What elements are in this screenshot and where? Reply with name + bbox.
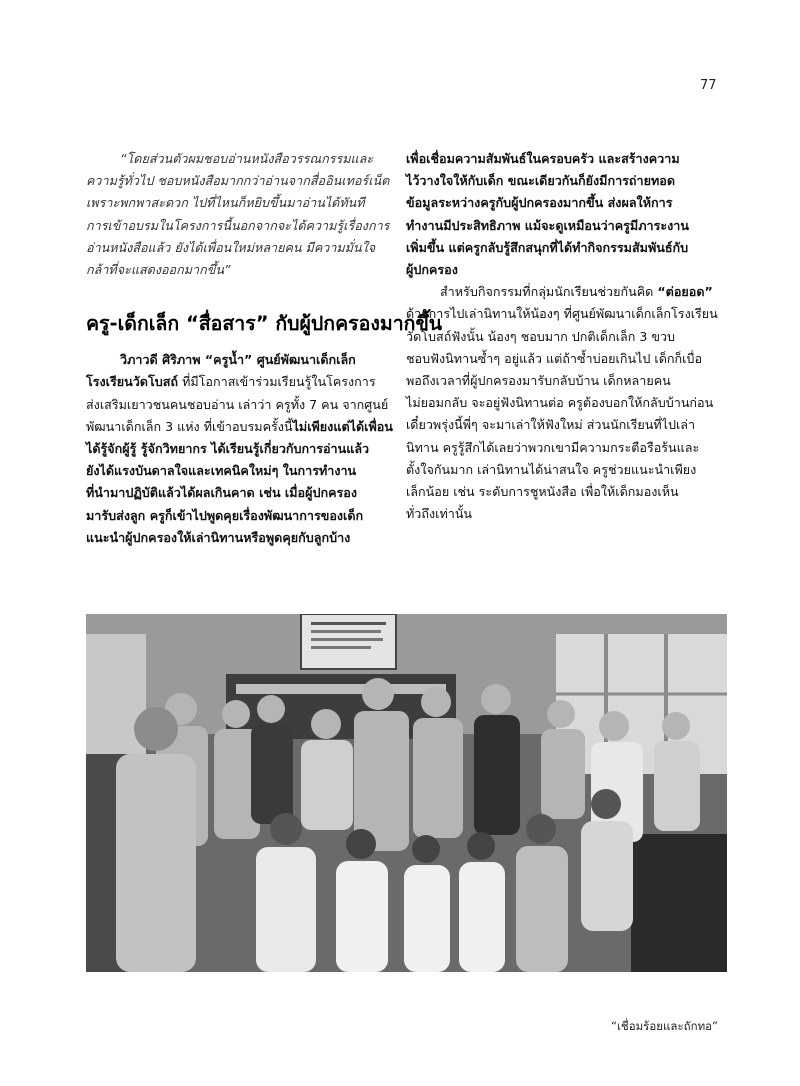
activity-paragraph (406, 281, 728, 525)
paragraph-line: วัดโบสถ์ฟังนั้น น้องๆ ชอบมาก ปกติเด็กเล็ก 3 ขวบ (406, 328, 676, 344)
paragraph-line: ไม่ยอมกลับ จะอยู่ฟังนิทานต่อ ครูต้องบอกให้กลับบ้านก่อน (406, 395, 714, 411)
paragraph-line: พอถึงเวลาที่ผู้ปกครองมารับกลับบ้าน เด็กหลายคน (406, 373, 671, 389)
paragraph-line: แนะนำผู้ปกครองให้เล่านิทานหรือพูดคุยกับลูกบ้าง (86, 529, 351, 545)
paragraph-line: ยังได้แรงบันดาลใจและเทคนิคใหม่ๆ ในการทำงาน (86, 463, 357, 479)
highlight-term: “ต่อยอด” (657, 284, 713, 300)
student-quote (86, 148, 394, 281)
paragraph-line-rest: ที่มีโอกาสเข้าร่วมเรียนรู้ในโครงการ (178, 374, 376, 390)
group-photo (86, 614, 727, 972)
paragraph-line: ชอบฟังนิทานซ้ำๆ อยู่แล้ว แต่ถ้าซ้ำบ่อยเกินไป เด็กก็เบื่อ (406, 350, 703, 366)
paragraph-line: ไว้วางใจให้กับเด็ก ขณะเดียวกันก็ยังมีการถ่ายทอด (406, 173, 676, 189)
paragraph-line: ทั่วถึงเท่านั้น (406, 506, 473, 522)
section-heading: ครู-เด็กเล็ก “สื่อสาร” กับผู้ปกครองมากขึ้น (86, 312, 443, 336)
continued-paragraph (406, 148, 728, 281)
quote-line: ความรู้ทั่วไป ชอบหนังสือมากกว่าอ่านจากสื่ออินเทอร์เน็ต (86, 173, 390, 189)
paragraph-line: ได้รู้จักผู้รู้ รู้จักวิทยากร ได้เรียนรู้เกี่ยวกับการอ่านแล้ว (86, 441, 370, 457)
quote-line: กล้าที่จะแสดงออกมากขึ้น” (86, 262, 231, 278)
paragraph-line: ส่งเสริมเยาวชนคนชอบอ่าน เล่าว่า ครูทั้ง 7 คน จากศูนย์ (86, 396, 389, 412)
paragraph-line: ด้วยการไปเล่านิทานให้น้องๆ ที่ศูนย์พัฒนาเด็กเล็กโรงเรียน (406, 306, 718, 322)
paragraph-line (86, 416, 394, 438)
right-column (406, 148, 728, 525)
paragraph-line-start: พัฒนาเด็กเล็ก 3 แห่ง ที่เข้าอบรมครั้งนี้ (86, 418, 293, 434)
paragraph-line: วิภาวดี ศิริภาพ “ครูน้ำ” ศูนย์พัฒนาเด็กเล็ก (120, 352, 356, 368)
paragraph-line (86, 371, 394, 393)
group-photo-illustration (86, 614, 727, 972)
paragraph-line: ที่นำมาปฏิบัติแล้วได้ผลเกินคาด เช่น เมื่อผู้ปกครอง (86, 485, 358, 501)
paragraph-line: เพิ่มขึ้น แต่ครูกลับรู้สึกสนุกที่ได้ทำกิจกรรมสัมพันธ์กับ (406, 239, 689, 255)
paragraph-line: เล็กน้อย เช่น ระดับการชูหนังสือ เพื่อให้เด็กมองเห็น (406, 484, 679, 500)
page-number: 77 (700, 78, 717, 93)
quote-line: เพราะพกพาสะดวก ไปที่ไหนก็หยิบขึ้นมาอ่านได้ทันที (86, 195, 365, 211)
teacher-paragraph (86, 349, 394, 549)
paragraph-line: ข้อมูลระหว่างครูกับผู้ปกครองมากขึ้น ส่งผลให้การ (406, 195, 673, 211)
paragraph-line: ตั้งใจกันมาก เล่านิทานได้น่าสนใจ ครูช่วยแนะนำเพียง (406, 461, 697, 477)
paragraph-line: เพื่อเชื่อมความสัมพันธ์ในครอบครัว และสร้างความ (406, 151, 680, 166)
paragraph-line: นิทาน ครูรู้สึกได้เลยว่าพวกเขามีความกระตือรือร้นและ (406, 439, 700, 455)
paragraph-line: มารับส่งลูก ครูก็เข้าไปพูดคุยเรื่องพัฒนาการของเด็ก (86, 507, 364, 523)
paragraph-line: ทำงานมีประสิทธิภาพ แม้จะดูเหมือนว่าครูมีภาระงาน (406, 217, 689, 233)
school-name: โรงเรียนวัดโบสถ์ (86, 374, 179, 390)
paragraph-line (406, 281, 728, 303)
quote-line: อ่านหนังสือแล้ว ยังได้เพื่อนใหม่หลายคน มีความมั่นใจ (86, 239, 376, 255)
page-footer: “เชื่อมร้อยและถักทอ” (611, 1019, 719, 1033)
paragraph-line: ผู้ปกครอง (406, 262, 458, 278)
paragraph-line: เดี๋ยวพรุ่งนี้พี่ๆ จะมาเล่าให้ฟังใหม่ ส่วนนักเรียนที่ไปเล่า (406, 417, 696, 433)
paragraph-line-start: สำหรับกิจกรรมที่กลุ่มนักเรียนช่วยกันคิด (440, 284, 658, 300)
quote-line: การเข้าอบรมในโครงการนี้นอกจากจะได้ความรู้เรื่องการ (86, 217, 390, 233)
quote-line: “โดยส่วนตัวผมชอบอ่านหนังสือวรรณกรรมและ (120, 151, 374, 166)
paragraph-line-bold-tail: ไม่เพียงแต่ได้เพื่อน (292, 418, 393, 434)
